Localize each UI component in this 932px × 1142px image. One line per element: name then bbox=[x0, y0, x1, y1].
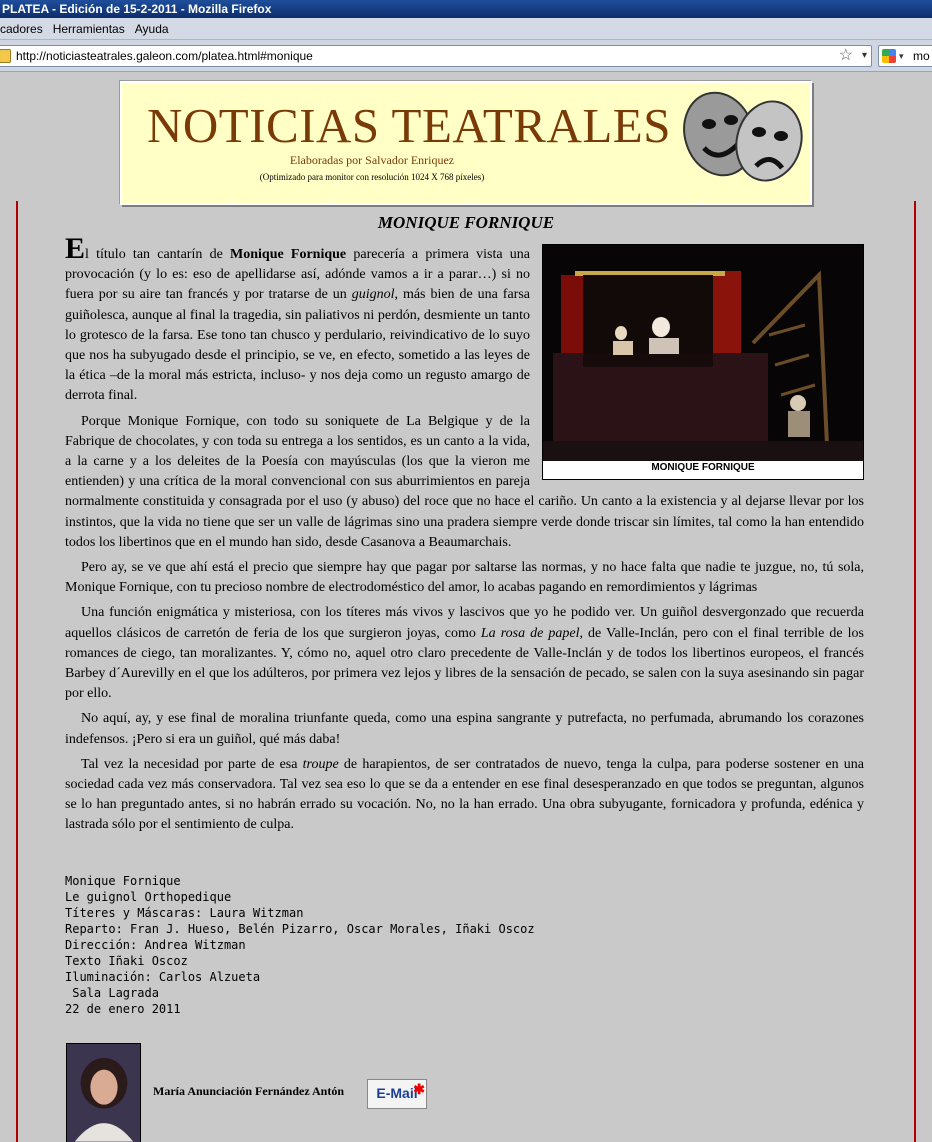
site-header bbox=[120, 81, 812, 205]
author-block bbox=[65, 1043, 565, 1142]
menu-bar bbox=[0, 18, 932, 40]
theatre-masks-icon bbox=[674, 86, 808, 186]
web-page bbox=[0, 73, 932, 1142]
bookmark-star-icon[interactable]: ☆ bbox=[838, 47, 853, 64]
article-frame bbox=[16, 201, 916, 1142]
paragraph-1: El título tan cantarín de Monique Fornique parecería a primera vista una provocación (y lo es: eso de apellidarse así, adónde vamos a ir a parar…) si no fuera por su aire tan francés y por tratarse de un guignol, más bien de una farsa guiñolesca, aunque al final la tragedia, sin paliativos ni perdón, desmiente un tanto lo grotesco de la farsa. Ese tono tan chusco y perdulario, reivindicativo de lo suyo que nos ha subyugado desde el principio, se ve, en efecto, sometido a las leyes de la ética –de la moral más estricta, incluso- y nos deja como un regusto amargo de derrota final. bbox=[65, 232, 530, 404]
article-photo bbox=[542, 244, 864, 480]
menu-item-herramientas[interactable]: Herramientas bbox=[52, 21, 125, 36]
article-body bbox=[65, 232, 864, 841]
author-name: María Anunciación Fernández Antón bbox=[153, 1084, 345, 1098]
site-subtitle: Elaboradas por Salvador Enriquez bbox=[289, 153, 455, 167]
photo-caption: MONIQUE FORNIQUE bbox=[651, 462, 755, 473]
email-label: E-Mail bbox=[376, 1085, 418, 1101]
email-star-icon: ✱ bbox=[413, 1081, 425, 1097]
credit-line: Iluminación: Carlos Alzueta bbox=[65, 970, 261, 984]
credit-line: Dirección: Andrea Witzman bbox=[65, 938, 246, 952]
paragraph-4: Una función enigmática y misteriosa, con los títeres más vivos y lascivos que yo he podido ver. Un guiñol desvergonzado que recuerda aquellos clásicos de carretón de feria de los que surgieron joyas, como La rosa de papel, de Valle-Inclán, pero con el final terrible de los romances de ciego, tan moralizantes. Y, cómo no, aquel otro claro precedente de Valle-Inclán y de todos los libertinos europeos, el francés Barbey d´Aurevilly en el que los adúlteros, por primera vez lejos y libres de la sensación de pecado, se salen con la suya asesinando sin pagar por ello. bbox=[65, 605, 864, 702]
credit-line: Reparto: Fran J. Hueso, Belén Pizarro, Oscar Morales, Iñaki Oscoz bbox=[65, 922, 535, 936]
author-photo bbox=[66, 1043, 141, 1142]
paragraph-3: Pero ay, se ve que ahí está el precio que siempre hay que pagar por saltarse las normas, y no hace falta que nadie te juzgue, no, tú sola, Monique Fornique, con tu precioso nombre de electrodoméstico del amor, lo acabas pagando en remordimientos y lágrimas bbox=[65, 560, 864, 596]
resolution-note: (Optimizado para monitor con resolución 1024 X 768 píxeles) bbox=[259, 172, 485, 182]
search-input[interactable]: mo bbox=[913, 49, 930, 63]
site-title: NOTICIAS TEATRALES bbox=[147, 98, 671, 153]
email-button[interactable] bbox=[367, 1079, 427, 1109]
paragraph-2: Porque Monique Fornique, con todo su soniquete de La Belgique y de la Fabrique de chocolates, y con toda su entrega a los sentidos, es un canto a la vida, a la carne y a los deleites de la Poesía con mayúsculas (los que la vieron me entienden) y una crítica de la moral convencional con sus aburrimientos en pareja normalmente constituida y consagrada por el uso (y abuso) del roce que no hace el cariño. Un canto a la existencia y al dejarse llevar por los instintos, que la vida no tiene que ser un valle de lágrimas sino una pradera siempre verde donde triscar sin límites, tal como la han entendido todos los libertinos que en el mundo han sido, desde Casanova a Beaumarchais. bbox=[65, 413, 864, 550]
url-text[interactable]: http://noticiasteatrales.galeon.com/platea.html#monique bbox=[16, 49, 313, 63]
drop-cap: E bbox=[65, 232, 86, 265]
google-icon[interactable] bbox=[882, 49, 896, 63]
navigation-bar bbox=[0, 40, 932, 72]
production-credits bbox=[65, 873, 535, 1017]
credit-line: Texto Iñaki Oscoz bbox=[65, 954, 188, 968]
credit-line: 22 de enero 2011 bbox=[65, 1002, 181, 1016]
menu-item-marcadores[interactable]: cadores bbox=[0, 21, 43, 36]
search-bar[interactable] bbox=[878, 45, 932, 67]
site-favicon-icon bbox=[0, 49, 11, 63]
credit-line: Le guignol Orthopedique bbox=[65, 890, 232, 904]
search-engine-dropdown-icon[interactable]: ▾ bbox=[899, 51, 904, 61]
play-name: Monique Fornique bbox=[230, 247, 347, 262]
article-title: MONIQUE FORNIQUE bbox=[377, 213, 555, 232]
credit-line: Títeres y Máscaras: Laura Witzman bbox=[65, 906, 304, 920]
window-title: PLATEA - Edición de 15-2-2011 - Mozilla Firefox bbox=[0, 0, 932, 18]
credit-line: Sala Lagrada bbox=[65, 986, 159, 1000]
paragraph-6: Tal vez la necesidad por parte de esa troupe de harapientos, de ser contratados de nuevo, tenga la culpa, para poderse sostener en una sociedad cada vez más conservadora. Tal vez sea eso lo que se da a entender en ese final desesperanzado en que todos se preguntan, algunos se lo han preguntado antes, si no habrán errado su vocación. No, no la han errado. Una obra subyugante, fornicadora y profunda, edénica y lastrada sólo por el sentimiento de culpa. bbox=[65, 756, 864, 833]
menu-item-ayuda[interactable]: Ayuda bbox=[134, 21, 169, 36]
puppet-stage-image bbox=[543, 245, 863, 461]
url-dropdown-icon[interactable]: ▾ bbox=[861, 50, 867, 61]
paragraph-5: No aquí, ay, y ese final de moralina triunfante queda, como una espina sangrante y putrefacta, no perfumada, abrumando los corazones indefensos. ¡Pero si era un guiñol, qué más daba! bbox=[65, 711, 864, 747]
url-bar[interactable] bbox=[0, 45, 872, 67]
credit-line: Monique Fornique bbox=[65, 874, 181, 888]
